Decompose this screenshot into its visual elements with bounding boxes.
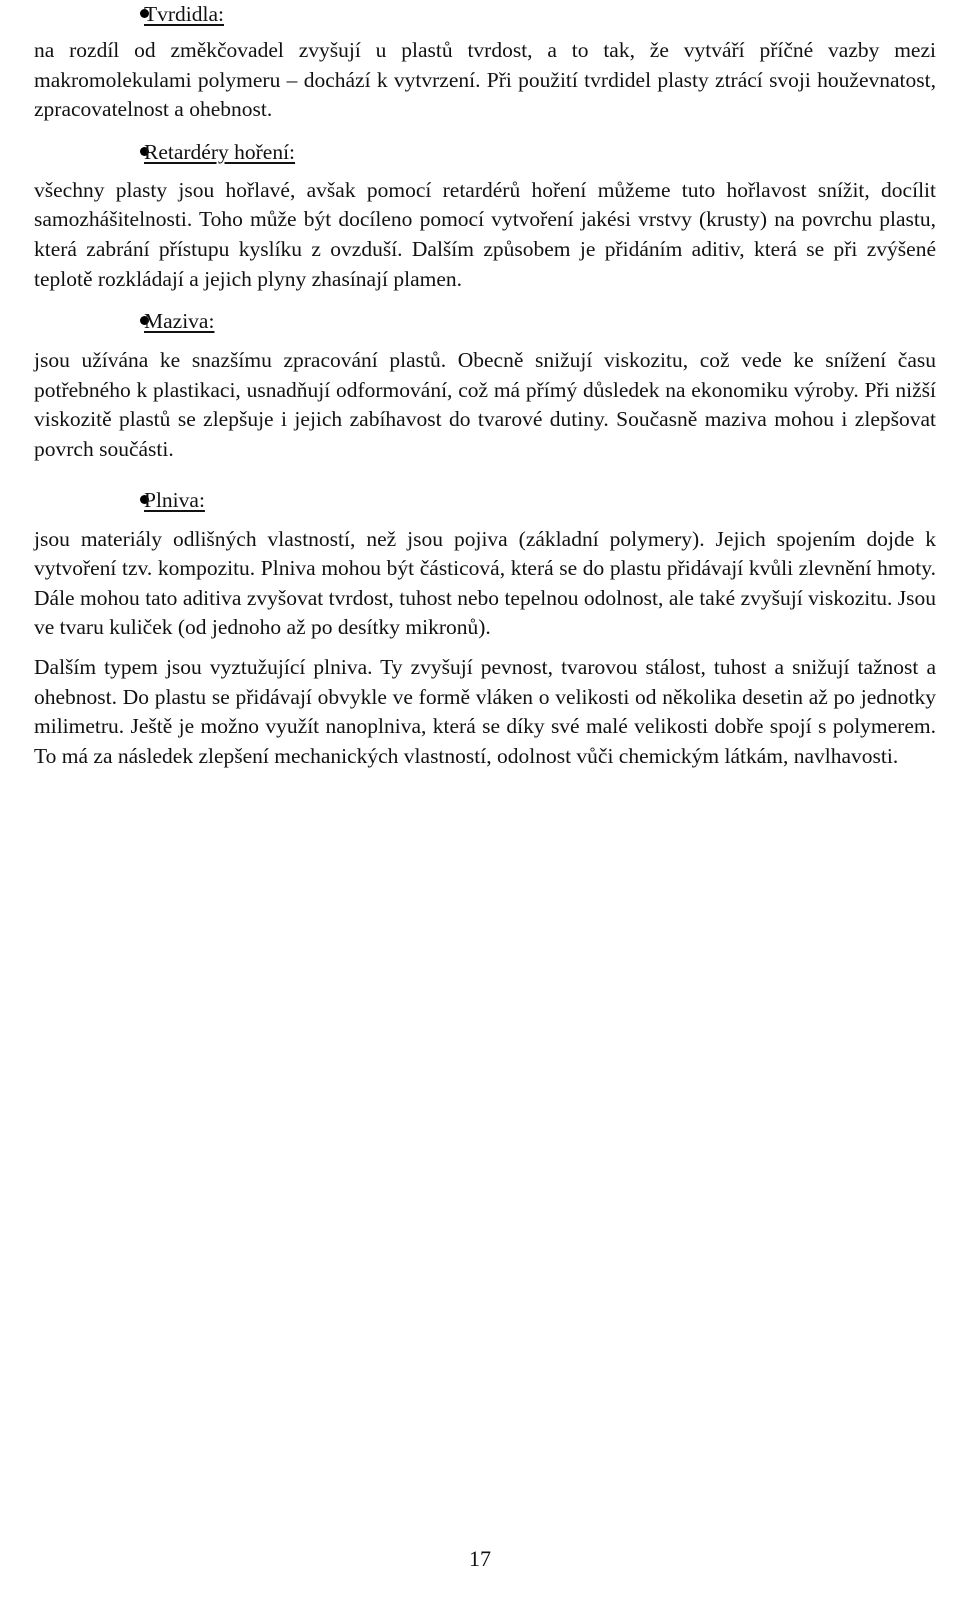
page-number: 17 — [469, 1546, 491, 1571]
section-paragraph: Dalším typem jsou vyztužující plniva. Ty zvyšují pevnost, tvarovou stálost, tuhost a snižují tažnost a ohebnost. Do plastu se přidávají obvykle ve formě vláken o velikosti od několika desetin až po jednotky milimetru. Ještě je možno využít nanoplniva, která se díky své malé velikosti dobře spojí s polymerem. To má za následek zlepšení mechanických vlastností, odolnost vůči chemickým látkám, navlhavosti. — [34, 654, 936, 768]
section-heading-plniva — [144, 485, 936, 515]
section-heading-label: Maziva: — [144, 309, 215, 334]
section-heading-maziva — [144, 306, 936, 336]
section-heading-tvrdidla — [144, 0, 936, 29]
document-content — [34, 0, 936, 771]
section-paragraph: všechny plasty jsou hořlavé, avšak pomocí retardérů hoření můžeme tuto hořlavost snížit, docílit samozhášitelnosti. Toho může být docíleno pomocí vytvoření jakési vrstvy (krusty) na povrchu plastu, která zabrání přístupu kyslíku z ovzduší. Dalším způsobem je přidáním aditiv, která se při zvýšené teplotě rozkládají a jejich plyny zhasínají plamen. — [34, 177, 936, 291]
section-heading-label: Tvrdidla: — [144, 2, 225, 26]
section-paragraph: jsou užívána ke snazšímu zpracování plastů. Obecně snižují viskozitu, což vede ke snížení času potřebného k plastikaci, usnadňují odformování, což má přímý důsledek na ekonomiku výroby. Při nižší viskozitě plastů se zlepšuje i jejich zabíhavost do tvarové dutiny. Současně maziva mohou i zlepšovat povrch součásti. — [34, 348, 936, 461]
section-heading-retardery — [144, 137, 936, 167]
section-paragraph: jsou materiály odlišných vlastností, než jsou pojiva (základní polymery). Jejich spojením dojde k vytvoření tzv. kompozitu. Plniva mohou být částicová, která se do plastu přidávají kvůli zlevnění hmoty. Dále mohou tato aditiva zvyšovat tvrdost, tuhost nebo tepelnou odolnost, ale také zvyšují viskozitu. Jsou ve tvaru kuliček (od jednoho až po desítky mikronů). — [34, 526, 936, 640]
section-paragraph: na rozdíl od změkčovadel zvyšují u plastů tvrdost, a to tak, že vytváří příčné vazby mezi makromolekulami polymeru – dochází k vytvrzení. Při použití tvrdidel plasty ztrácí svoji houževnatost, zpracovatelnost a ohebnost. — [34, 38, 936, 122]
section-heading-label: Plniva: — [144, 487, 205, 512]
section-heading-label: Retardéry hoření: — [144, 139, 296, 164]
